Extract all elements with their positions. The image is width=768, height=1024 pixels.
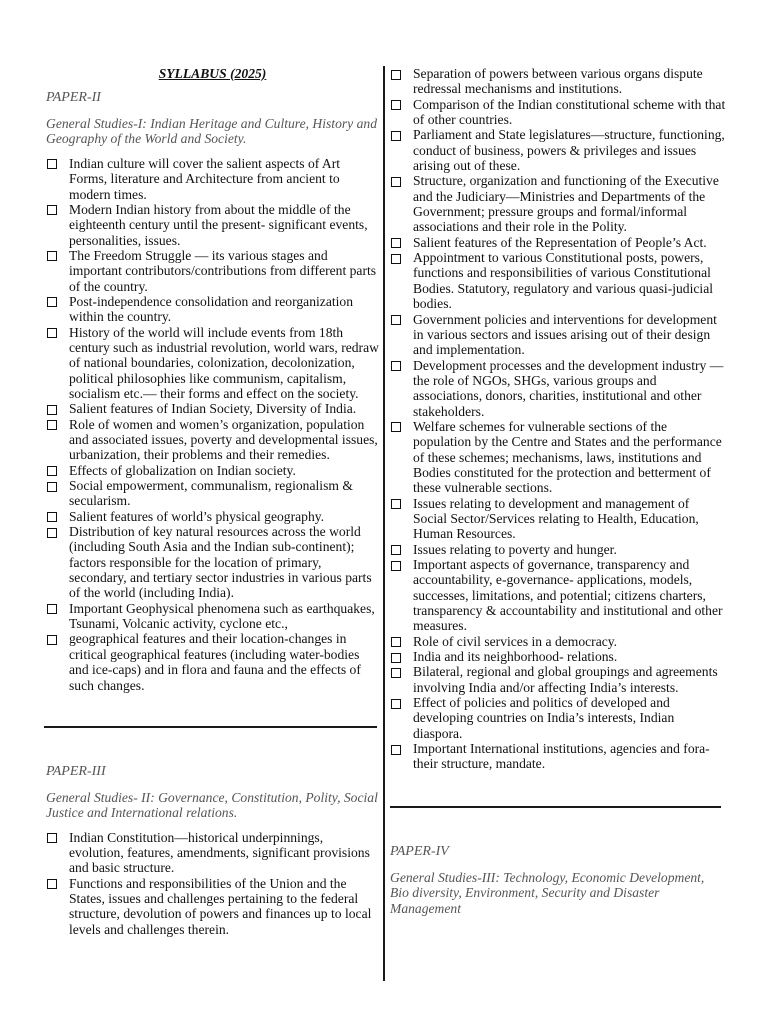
topic-text: Modern Indian history from about the middle of the eighteenth century until the present- significant events, personalities, issues.	[69, 201, 368, 248]
syllabus-topic-item	[390, 358, 726, 419]
syllabus-topic-item	[390, 634, 726, 649]
topic-text: India and its neighborhood- relations.	[413, 649, 618, 665]
syllabus-topic-item	[390, 664, 726, 695]
paper-iii-subtitle: General Studies- II: Governance, Constitution, Polity, Social Justice and International relations.	[46, 789, 378, 821]
checkbox-bullet-icon	[47, 251, 57, 261]
topic-text: Welfare schemes for vulnerable sections of the population by the Centre and States and the performance of these schemes; mechanisms, laws, institutions and Bodies constituted for the protection and betterment of these vulnerable sections.	[413, 418, 722, 496]
checkbox-bullet-icon	[47, 328, 57, 338]
checkbox-bullet-icon	[47, 482, 57, 492]
syllabus-topic-item	[46, 325, 379, 402]
syllabus-topic-item	[390, 695, 726, 741]
topic-text: Parliament and State legislatures—structure, functioning, conduct of business, powers & privileges and issues arising out of these.	[413, 127, 725, 174]
checkbox-bullet-icon	[391, 561, 401, 571]
checkbox-bullet-icon	[47, 405, 57, 415]
syllabus-topic-item	[390, 557, 726, 634]
syllabus-topic-item	[390, 312, 726, 358]
syllabus-title: SYLLABUS (2025)	[158, 66, 267, 81]
topic-text: Structure, organization and functioning of the Executive and the Judiciary—Ministries and Departments of the Government; pressure groups and formal/informal associations and their role in the Polity.	[413, 173, 719, 235]
topic-text: Bilateral, regional and global groupings and agreements involving India and/or affecting India’s interests.	[413, 664, 718, 695]
topic-text: Effect of policies and politics of developed and developing countries on India’s interests, Indian diaspora.	[413, 695, 675, 741]
syllabus-topic-item	[390, 649, 726, 664]
paper-iii-label: PAPER-III	[46, 763, 106, 779]
syllabus-topic-item	[46, 417, 379, 463]
syllabus-topic-item	[46, 876, 379, 937]
syllabus-topic-item	[390, 496, 726, 542]
topic-text: Indian Constitution—historical underpinnings, evolution, features, amendments, significant provisions and basic structure.	[69, 829, 370, 876]
topic-text: History of the world will include events from 18th century such as industrial revolution, world wars, redraw of national boundaries, colonization, decolonization, political philosophies like communism, capitalism, socialism etc.— their forms and effect on the society.	[69, 324, 379, 401]
syllabus-topic-item	[46, 830, 379, 876]
syllabus-topic-item	[46, 524, 379, 601]
checkbox-bullet-icon	[47, 604, 57, 614]
paper-iii-topic-list	[46, 830, 379, 937]
topic-text: Issues relating to poverty and hunger.	[413, 541, 617, 557]
right-column	[390, 66, 726, 925]
checkbox-bullet-icon	[391, 254, 401, 264]
topic-text: Effects of globalization on Indian society.	[69, 462, 296, 478]
syllabus-topic-item	[390, 419, 726, 496]
syllabus-topic-item	[46, 463, 379, 478]
syllabus-topic-item	[390, 250, 726, 311]
syllabus-topic-item	[390, 235, 726, 250]
checkbox-bullet-icon	[391, 70, 401, 80]
topic-text: Salient features of world’s physical geography.	[69, 508, 325, 524]
syllabus-topic-item	[46, 202, 379, 248]
topic-text: Appointment to various Constitutional posts, powers, functions and responsibilities of various Constitutional Bodies. Statutory, regulatory and various quasi-judicial bodies.	[413, 250, 714, 312]
checkbox-bullet-icon	[391, 668, 401, 678]
topic-text: Distribution of key natural resources across the world (including South Asia and the Indian sub-continent); factors responsible for the location of primary, secondary, and tertiary sector industries in various parts of the world (including India).	[69, 524, 372, 601]
topic-text: Indian culture will cover the salient aspects of Art Forms, literature and Architecture from ancient to modern times.	[69, 155, 341, 202]
checkbox-bullet-icon	[391, 699, 401, 709]
paper-ii-subtitle: General Studies-I: Indian Heritage and Culture, History and Geography of the World and Society.	[46, 116, 377, 147]
paper-ii-topic-list	[46, 156, 379, 693]
checkbox-bullet-icon	[391, 422, 401, 432]
checkbox-bullet-icon	[391, 238, 401, 248]
topic-text: The Freedom Struggle — its various stages and important contributors/contributions from different parts of the country.	[69, 247, 377, 294]
checkbox-bullet-icon	[391, 315, 401, 325]
syllabus-topic-item	[390, 66, 726, 97]
topic-text: Salient features of Indian Society, Diversity of India.	[69, 401, 357, 417]
checkbox-bullet-icon	[47, 512, 57, 522]
checkbox-bullet-icon	[47, 297, 57, 307]
left-column	[46, 66, 379, 937]
syllabus-topic-item	[46, 294, 379, 325]
checkbox-bullet-icon	[47, 420, 57, 430]
section-divider	[44, 726, 377, 728]
checkbox-bullet-icon	[47, 635, 57, 645]
syllabus-topic-item	[390, 173, 726, 234]
topic-text: Development processes and the development industry —the role of NGOs, SHGs, various groups and associations, donors, charities, institutional and other stakeholders.	[413, 357, 724, 419]
checkbox-bullet-icon	[391, 131, 401, 141]
checkbox-bullet-icon	[47, 833, 57, 843]
syllabus-topic-item	[46, 631, 379, 692]
topic-text: Government policies and interventions for development in various sectors and issues arising out of their design and implementation.	[413, 311, 717, 358]
topic-text: Issues relating to development and management of Social Sector/Services relating to Health, Education, Human Resources.	[413, 495, 699, 542]
checkbox-bullet-icon	[47, 879, 57, 889]
syllabus-topic-item	[46, 248, 379, 294]
checkbox-bullet-icon	[47, 466, 57, 476]
checkbox-bullet-icon	[391, 745, 401, 755]
paper-iv-subtitle: General Studies-III: Technology, Economic Development, Bio diversity, Environment, Security and Disaster Management	[390, 869, 705, 916]
topic-text: Social empowerment, communalism, regionalism & secularism.	[69, 478, 353, 509]
syllabus-topic-item	[46, 401, 379, 416]
checkbox-bullet-icon	[47, 205, 57, 215]
paper-iii-topic-list-continued	[390, 66, 726, 772]
topic-text: Important aspects of governance, transparency and accountability, e-governance- applications, models, successes, limitations, and potential; citizens charters, transparency & accountability and institutional and other measures.	[413, 557, 723, 634]
column-divider	[383, 66, 385, 981]
topic-text: geographical features and their location-changes in critical geographical features (including water-bodies and ice-caps) and in flora and fauna and the effects of such changes.	[69, 631, 361, 693]
syllabus-topic-item	[390, 127, 726, 173]
checkbox-bullet-icon	[391, 653, 401, 663]
topic-text: Separation of powers between various organs dispute redressal mechanisms and institutions.	[413, 66, 703, 97]
syllabus-topic-item	[390, 97, 726, 128]
checkbox-bullet-icon	[391, 499, 401, 509]
section-divider	[390, 806, 721, 808]
syllabus-topic-item	[390, 741, 726, 772]
syllabus-topic-item	[46, 156, 379, 202]
paper-ii-label: PAPER-II	[46, 90, 101, 105]
checkbox-bullet-icon	[47, 528, 57, 538]
syllabus-topic-item	[46, 478, 379, 509]
syllabus-topic-item	[390, 542, 726, 557]
checkbox-bullet-icon	[391, 177, 401, 187]
checkbox-bullet-icon	[391, 361, 401, 371]
checkbox-bullet-icon	[391, 545, 401, 555]
topic-text: Salient features of the Representation of People’s Act.	[413, 234, 707, 250]
topic-text: Comparison of the Indian constitutional scheme with that of other countries.	[413, 96, 726, 128]
topic-text: Role of women and women’s organization, population and associated issues, poverty and developmental issues, urbanization, their problems and their remedies.	[69, 416, 378, 463]
syllabus-topic-item	[46, 601, 379, 632]
topic-text: Important International institutions, agencies and fora- their structure, mandate.	[413, 741, 710, 772]
topic-text: Important Geophysical phenomena such as earthquakes, Tsunami, Volcanic activity, cyclone etc.,	[69, 600, 375, 632]
checkbox-bullet-icon	[391, 637, 401, 647]
paper-iv-label: PAPER-IV	[390, 843, 449, 859]
checkbox-bullet-icon	[391, 100, 401, 110]
topic-text: Functions and responsibilities of the Union and the States, issues and challenges pertaining to the federal structure, devolution of powers and finances up to local levels and challenges therein.	[69, 875, 372, 937]
syllabus-topic-item	[46, 509, 379, 524]
topic-text: Post-independence consolidation and reorganization within the country.	[69, 293, 354, 325]
checkbox-bullet-icon	[47, 159, 57, 169]
topic-text: Role of civil services in a democracy.	[413, 633, 618, 649]
